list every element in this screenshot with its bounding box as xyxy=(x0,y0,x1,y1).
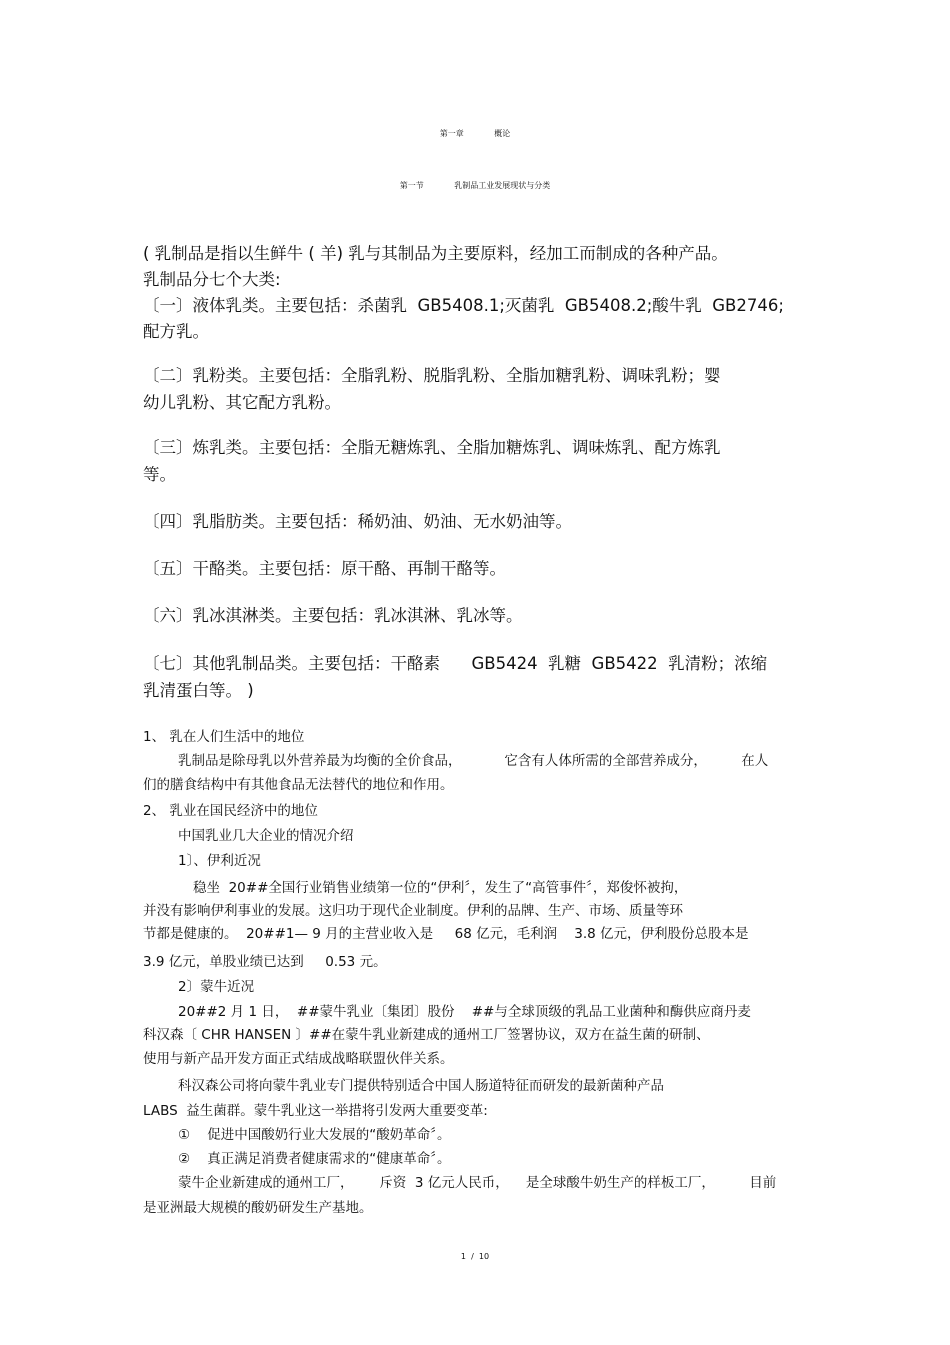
paragraph-line: 科汉森〔 CHR HANSEN 〕##在蒙牛乳业新建成的通州工厂签署协议，双方在益生菌的研制、 xyxy=(143,1027,710,1043)
category-line: 乳清蛋白等。 ) xyxy=(143,681,254,700)
paragraph-line: 们的膳食结构中有其他食品无法替代的地位和作用。 xyxy=(143,777,454,793)
category-line: 等。 xyxy=(143,465,176,484)
list-item: ① 促进中国酸奶行业大发展的“酸奶革命〞。 xyxy=(178,1127,451,1143)
category-line: 配方乳。 xyxy=(143,322,209,341)
category-line: 〔七〕其他乳制品类。主要包括：干酪素 GB5424 乳糖 GB5422 乳清粉；浓缩 xyxy=(143,654,768,673)
category-line: 〔三〕炼乳类。主要包括：全脂无糖炼乳、全脂加糖炼乳、调味炼乳、配方炼乳 xyxy=(143,438,721,457)
subheading: 2〕蒙牛近况 xyxy=(178,979,255,995)
section-heading: 1、 乳在人们生活中的地位 xyxy=(143,729,305,745)
category-line: 〔五〕干酪类。主要包括：原干酪、再制干酪等。 xyxy=(143,559,506,578)
paragraph-line: 节都是健康的。 20##1— 9 月的主营业收入是 68 亿元，毛利润 3.8 亿元，伊利股份总股本是 xyxy=(143,926,749,942)
category-line: 〔一〕液体乳类。主要包括：杀菌乳 GB5408.1;灭菌乳 GB5408.2;酸牛乳 GB2746; xyxy=(143,296,784,315)
category-line: 〔二〕乳粉类。主要包括：全脂乳粉、脱脂乳粉、全脂加糖乳粉、调味乳粉；婴 xyxy=(143,366,721,385)
subheading: 1〕、伊利近况 xyxy=(178,853,261,869)
category-line: 〔四〕乳脂肪类。主要包括：稀奶油、奶油、无水奶油等。 xyxy=(143,512,572,531)
section-heading: 2、 乳业在国民经济中的地位 xyxy=(143,803,318,819)
list-item: ② 真正满足消费者健康需求的“健康革命〞。 xyxy=(178,1151,451,1167)
paragraph-line: 科汉森公司将向蒙牛乳业专门提供特别适合中国人肠道特征而研发的最新菌种产品 xyxy=(178,1078,664,1094)
category-line: 幼儿乳粉、其它配方乳粉。 xyxy=(143,393,341,412)
subheading: 中国乳业几大企业的情况介绍 xyxy=(178,828,354,844)
paragraph-line: 20##2 月 1 日， ##蒙牛乳业〔集团〕股份 ##与全球顶级的乳品工业菌种和酶供应商丹麦 xyxy=(178,1004,751,1020)
intro-line: ( 乳制品是指以生鲜牛 ( 羊) 乳与其制品为主要原料，经加工而制成的各种产品。 xyxy=(143,244,728,263)
intro-line: 乳制品分七个大类: xyxy=(143,270,281,289)
paragraph-line: LABS 益生菌群。蒙牛乳业这一举措将引发两大重要变革: xyxy=(143,1103,488,1119)
page-number: 1 / 10 xyxy=(460,1252,490,1261)
paragraph-line: 使用与新产品开发方面正式结成战略联盟伙伴关系。 xyxy=(143,1051,454,1067)
paragraph-line: 稳坐 20##全国行业销售业绩第一位的“伊利〞，发生了“高管事件〞，郑俊怀被拘， xyxy=(193,880,688,896)
paragraph-line: 乳制品是除母乳以外营养最为均衡的全价食品， 它含有人体所需的全部营养成分， 在人 xyxy=(178,753,769,769)
chapter-title: 第一章 概论 xyxy=(439,129,511,138)
paragraph-line: 3.9 亿元，单股业绩已达到 0.53 元。 xyxy=(143,954,387,970)
paragraph-line: 是亚洲最大规模的酸奶研发生产基地。 xyxy=(143,1200,373,1216)
section-title: 第一节 乳制品工业发展现状与分类 xyxy=(399,181,551,190)
paragraph-line: 并没有影响伊利事业的发展。这归功于现代企业制度。伊利的品牌、生产、市场、质量等环 xyxy=(143,903,683,919)
category-line: 〔六〕乳冰淇淋类。主要包括：乳冰淇淋、乳冰等。 xyxy=(143,606,523,625)
paragraph-line: 蒙牛企业新建成的通州工厂， 斥资 3 亿元人民币， 是全球酸牛奶生产的样板工厂， 目前 xyxy=(178,1175,777,1191)
